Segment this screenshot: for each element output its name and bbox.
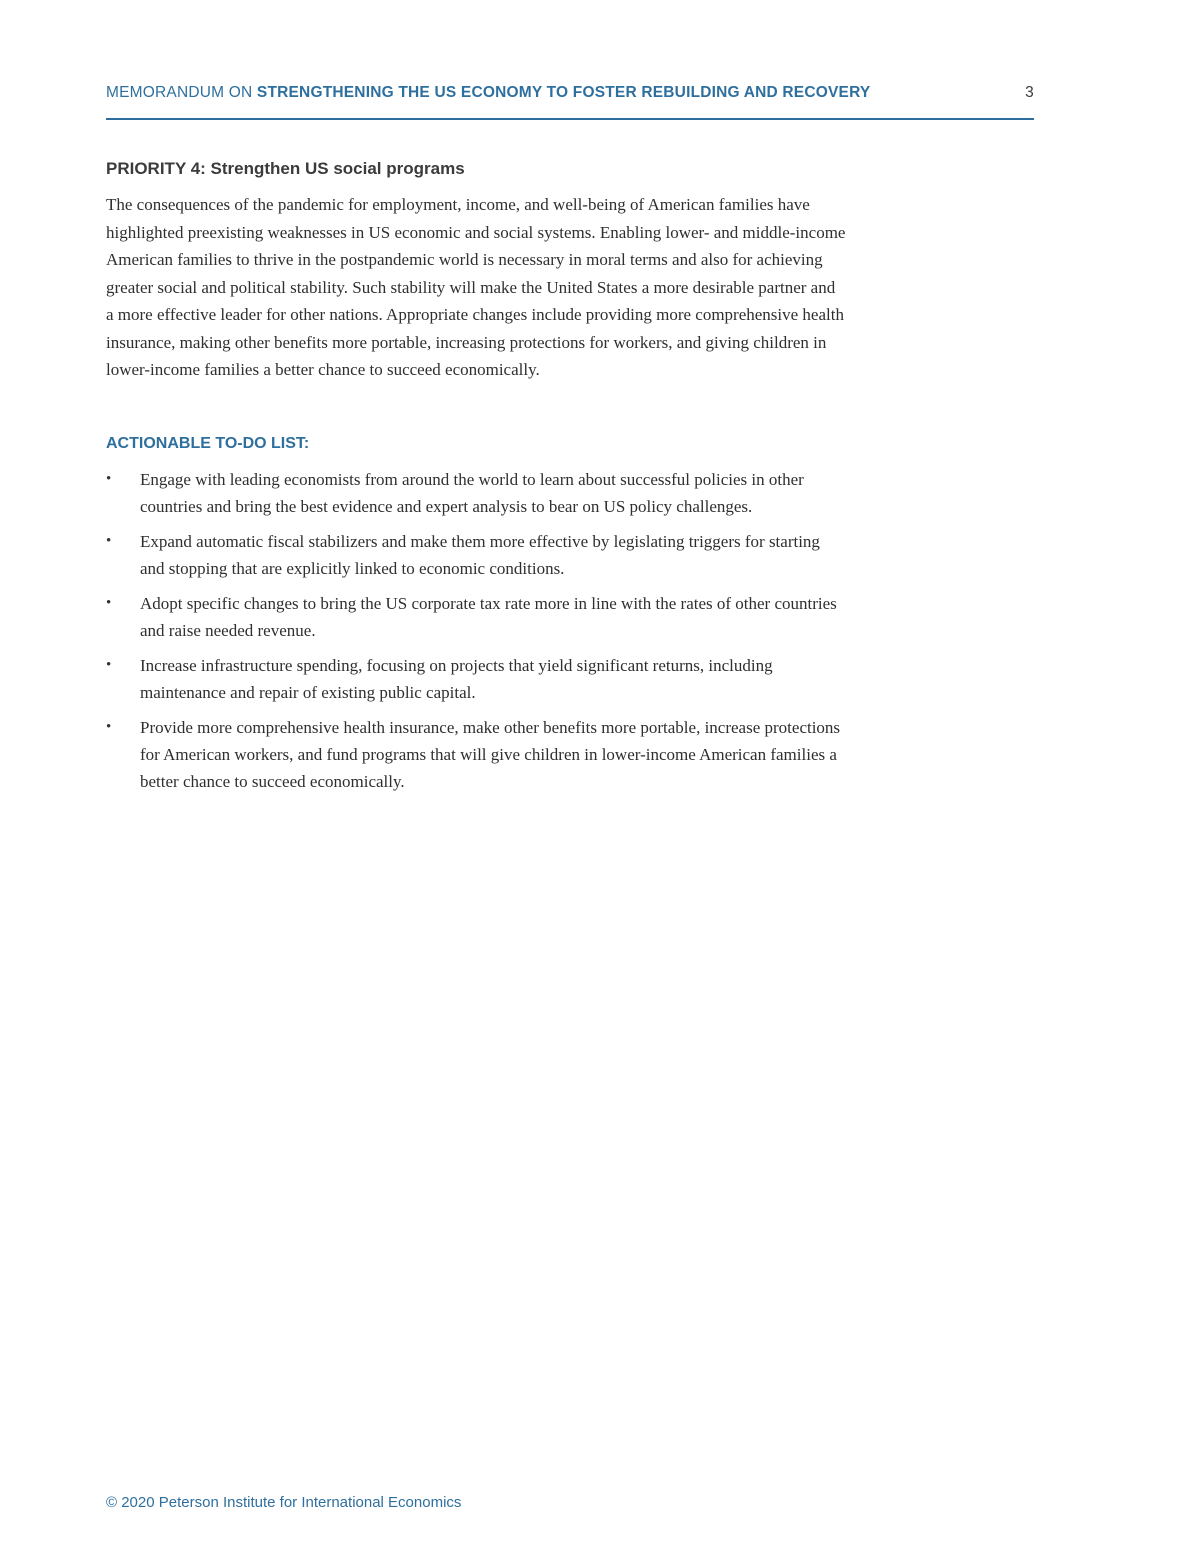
todo-item-text: Engage with leading economists from around the world to learn about successful policies in other countries and bring the best evidence and expert analysis to bear on US policy challenges. (140, 470, 804, 516)
header-title: STRENGTHENING THE US ECONOMY TO FOSTER REBUILDING AND RECOVERY (256, 84, 871, 101)
todo-item (106, 528, 846, 582)
todo-list (106, 466, 846, 803)
todo-heading: ACTIONABLE TO-DO LIST: (106, 435, 310, 452)
bullet-icon: • (106, 471, 112, 487)
todo-item-text: Increase infrastructure spending, focusing on projects that yield significant returns, including maintenance and repair of existing public capital. (140, 656, 773, 702)
body-paragraph: The consequences of the pandemic for employment, income, and well-being of American families have highlighted preexisting weaknesses in US economic and social systems. Enabling lower- and middle-income American families to thrive in the postpandemic world is necessary in moral terms and also for achieving greater social and political stability. Such stability will make the United States a more desirable partner and a more effective leader for other nations. Appropriate changes include providing more comprehensive health insurance, making other benefits more portable, increasing protections for workers, and giving children in lower-income families a better chance to succeed economically. (106, 195, 846, 379)
todo-item-text: Expand automatic fiscal stabilizers and make them more effective by legislating triggers for starting and stopping that are explicitly linked to economic conditions. (140, 532, 820, 578)
bullet-icon: • (106, 595, 112, 611)
header-prefix: MEMORANDUM ON (106, 84, 253, 101)
header-rule (106, 118, 1034, 120)
bullet-icon: • (106, 657, 112, 673)
running-header (106, 84, 1034, 106)
bullet-icon: • (106, 533, 112, 549)
todo-item (106, 466, 846, 520)
page-number: 3 (1025, 84, 1034, 101)
footer-copyright: © 2020 Peterson Institute for International Economics (106, 1494, 462, 1511)
todo-item-text: Adopt specific changes to bring the US corporate tax rate more in line with the rates of other countries and raise needed revenue. (140, 594, 837, 640)
todo-item-text: Provide more comprehensive health insurance, make other benefits more portable, increase protections for American workers, and fund programs that will give children in lower-income American families a better chance to succeed economically. (140, 718, 841, 791)
bullet-icon: • (106, 719, 112, 735)
todo-item (106, 714, 846, 795)
todo-item (106, 652, 846, 706)
section-heading: PRIORITY 4: Strengthen US social programs (106, 159, 465, 178)
todo-item (106, 590, 846, 644)
